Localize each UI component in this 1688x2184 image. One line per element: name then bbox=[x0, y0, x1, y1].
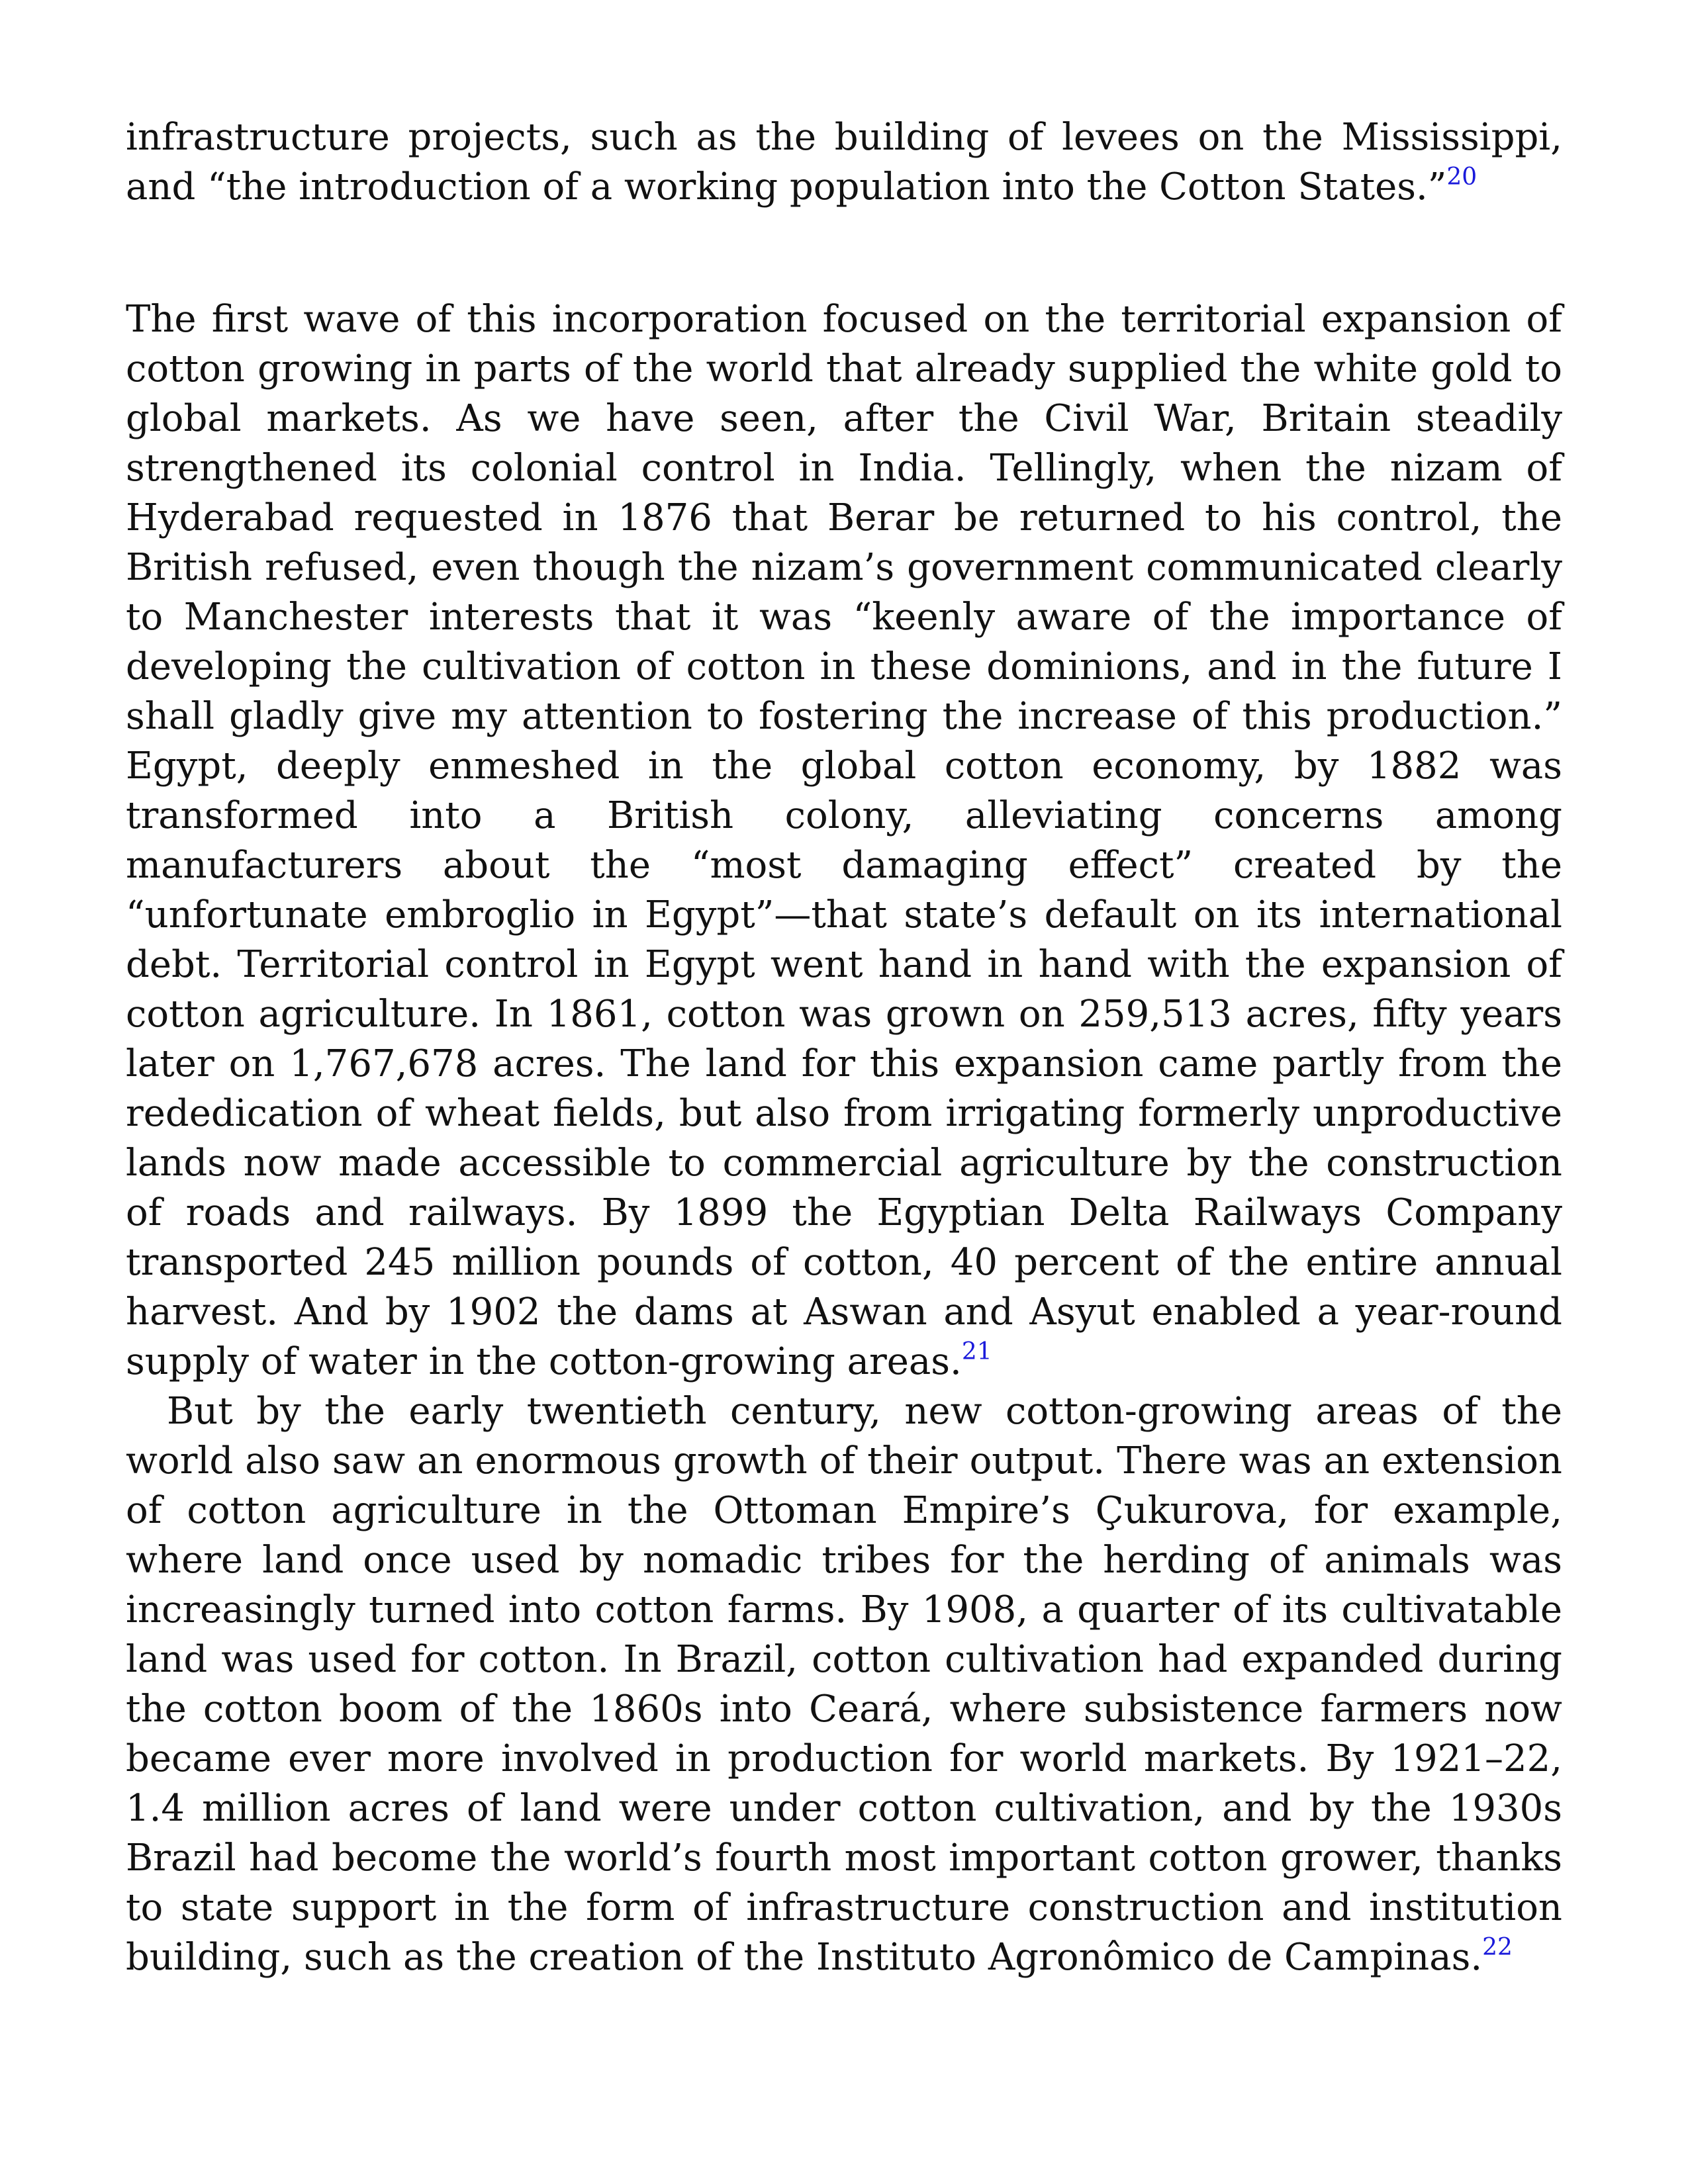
paragraph-3 bbox=[126, 1387, 1562, 1982]
footnote-link-21[interactable]: 21 bbox=[961, 1338, 992, 1365]
paragraph-2-text: The first wave of this incorporation focused on the territorial expansion of cotton growing in parts of the world that already supplied the white gold to global markets. As we have seen, after the Civil War, Britain steadily strengthened its colonial control in India. Tellingly, when the nizam of Hyderabad requested in 1876 that Berar be returned to his control, the British refused, even though the nizam’s government communicated clearly to Manchester interests that it was “keenly aware of the importance of developing the cultivation of cotton in these dominions, and in the future I shall gladly give my attention to fostering the increase of this production.” Egypt, deeply enmeshed in the global cotton economy, by 1882 was transformed into a British colony, alleviating concerns among manufacturers about the “most damaging effect” created by the “unfortunate embroglio in Egypt”—that state’s default on its international debt. Territorial control in Egypt went hand in hand with the expansion of cotton agriculture. In 1861, cotton was grown on 259,513 acres, fifty years later on 1,767,678 acres. The land for this expansion came partly from the rededication of wheat fields, but also from irrigating formerly unproductive lands now made accessible to commercial agriculture by the construction of roads and railways. By 1899 the Egyptian Delta Railways Company transported 245 million pounds of cotton, 40 percent of the entire annual harvest. And by 1902 the dams at Aswan and Asyut enabled a year-round supply of water in the cotton-growing areas. bbox=[126, 298, 1562, 1383]
paragraph-1 bbox=[126, 113, 1562, 212]
footnote-link-20[interactable]: 20 bbox=[1446, 163, 1477, 191]
footnote-link-22[interactable]: 22 bbox=[1482, 1934, 1513, 1961]
paragraph-3-text: But by the early twentieth century, new cotton-growing areas of the world also saw an enormous growth of their output. There was an extension of cotton agriculture in the Ottoman Empire’s Çukurova, for example, where land once used by nomadic tribes for the herding of animals was increasingly turned into cotton farms. By 1908, a quarter of its cultivatable land was used for cotton. In Brazil, cotton cultivation had expanded during the cotton boom of the 1860s into Ceará, where subsistence farmers now became ever more involved in production for world markets. By 1921–22, 1.4 million acres of land were under cotton cultivation, and by the 1930s Brazil had become the world’s fourth most important cotton grower, thanks to state support in the form of infrastructure construction and institution building, such as the creation of the Instituto Agronômico de Campinas. bbox=[126, 1390, 1562, 1979]
paragraph-2 bbox=[126, 295, 1562, 1387]
page-body bbox=[126, 113, 1562, 1982]
paragraph-1-text: infrastructure projects, such as the building of levees on the Mississippi, and “the introduction of a working population into the Cotton States.” bbox=[126, 116, 1562, 208]
